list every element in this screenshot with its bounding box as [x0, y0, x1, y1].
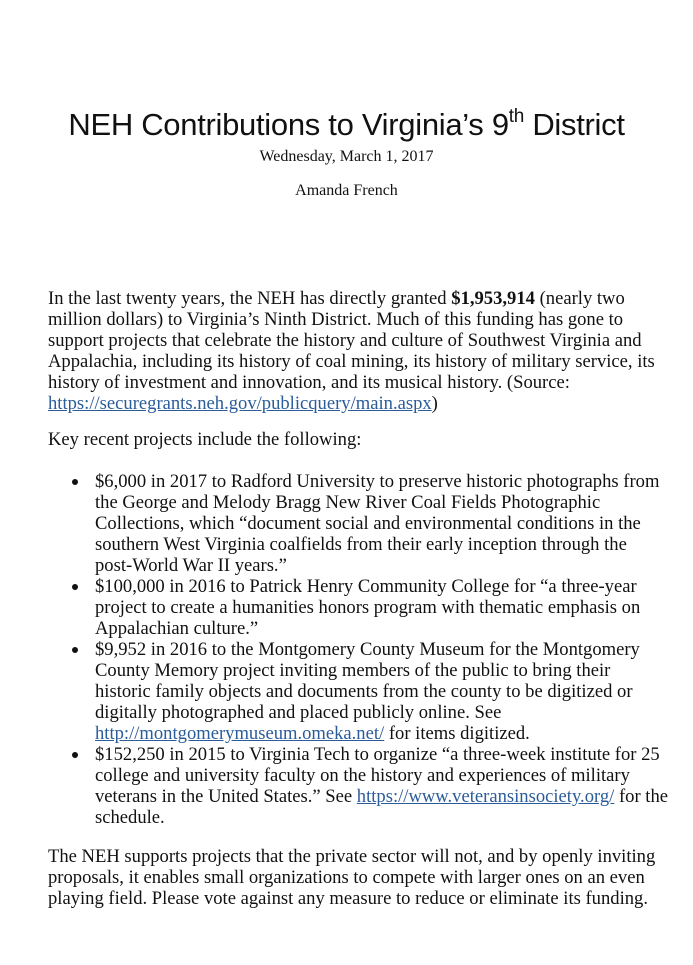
intro-text-before: In the last twenty years, the NEH has directly granted — [48, 288, 452, 309]
closing-paragraph — [48, 846, 668, 909]
project-text: $152,250 in 2015 to Virginia Tech to organize “a three-week institute for 25 college and university faculty on the history and experiences of military veterans in the United States.” See — [95, 744, 660, 807]
list-item — [48, 744, 668, 828]
title-main: NEH Contributions to Virginia’s 9 — [68, 106, 509, 142]
project-text: $9,952 in 2016 to the Montgomery County Museum for the Montgomery County Memory project inviting members of the public to bring their historic family objects and documents from the county to be digitized or digitally photographed and placed publicly online. See — [95, 639, 640, 723]
project-list — [48, 471, 668, 828]
list-item — [48, 639, 668, 744]
title-tail: District — [524, 106, 625, 142]
bullet-icon — [72, 479, 78, 485]
source-link[interactable]: https://securegrants.neh.gov/publicquery/main.aspx — [48, 393, 432, 414]
intro-text-after: (nearly two million dollars) to Virginia’s Ninth District. Much of this funding has gone to support projects that celebrate the history and culture of Southwest Virginia and Appalachia, including its history of coal mining, its history of military service, its history of investment and innovation, and its musical history. (Source: — [48, 288, 655, 393]
list-item — [48, 576, 668, 639]
bullet-icon — [72, 752, 78, 758]
page-title — [0, 107, 693, 143]
document-author: Amanda French — [295, 182, 398, 199]
museum-link[interactable]: http://montgomerymuseum.omeka.net/ — [95, 723, 385, 744]
key-projects-text: Key recent projects include the following: — [48, 429, 362, 450]
intro-paragraph — [48, 288, 668, 414]
document-date: Wednesday, March 1, 2017 — [259, 148, 434, 165]
title-superscript: th — [508, 105, 525, 127]
project-text-after: for items digitized. — [384, 723, 530, 744]
project-text: $6,000 in 2017 to Radford University to preserve historic photographs from the George and Melody Bragg New River Coal Fields Photographic Collections, which “document social and environmental conditions in the southern West Virginia coalfields from their early inception through the post-World War II years.” — [95, 471, 660, 576]
project-text: $100,000 in 2016 to Patrick Henry Community College for “a three-year project to create a humanities honors program with thematic emphasis on Appalachian culture.” — [95, 576, 641, 639]
veterans-link[interactable]: https://www.veteransinsociety.org/ — [356, 786, 615, 807]
key-projects-intro — [48, 429, 668, 450]
bullet-icon — [72, 647, 78, 653]
project-text-after: for the schedule. — [95, 786, 669, 828]
closing-text: The NEH supports projects that the private sector will not, and by openly inviting proposals, it enables small organizations to compete with larger ones on an even playing field. Please vote against any measure to reduce or eliminate its funding. — [48, 846, 656, 909]
bullet-icon — [72, 584, 78, 590]
intro-text-end: ) — [431, 393, 438, 414]
list-item — [48, 471, 668, 576]
intro-amount: $1,953,914 — [451, 288, 535, 309]
